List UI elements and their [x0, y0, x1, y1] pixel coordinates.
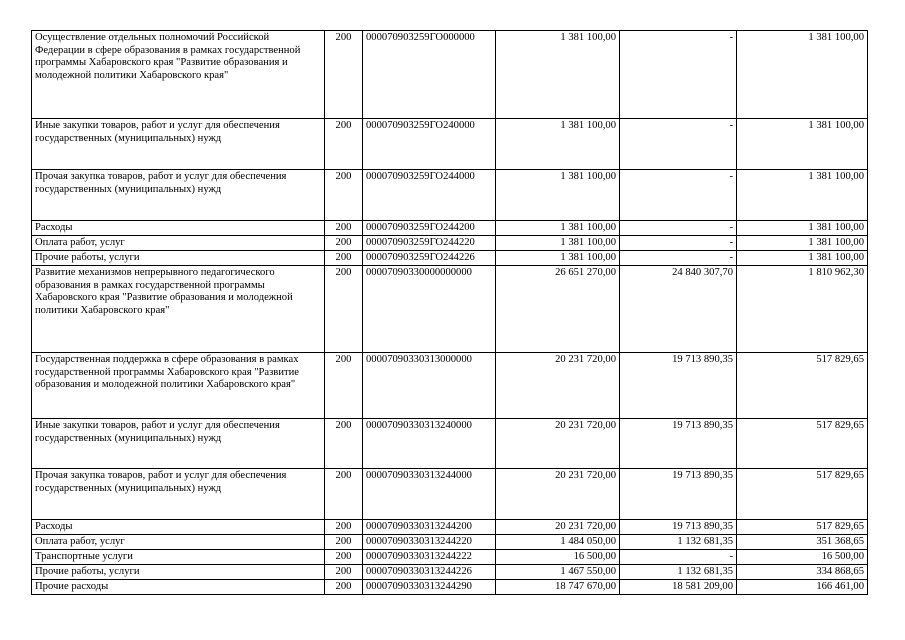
row-kbk-cell: 000070903259ГО000000: [363, 31, 496, 119]
row-remaining-cell: 1 381 100,00: [737, 236, 868, 251]
row-approved-cell: 16 500,00: [496, 550, 620, 565]
row-name-cell: Прочие работы, услуги: [32, 565, 325, 580]
row-code-cell: 200: [325, 535, 363, 550]
table-row: [32, 236, 868, 251]
row-remaining-cell: 334 868,65: [737, 565, 868, 580]
row-executed-cell: 1 132 681,35: [620, 535, 737, 550]
row-code-cell: 200: [325, 266, 363, 353]
row-name-cell: Развитие механизмов непрерывного педагогического образования в рамках государственной программы Хабаровского края "Развитие образования и молодежной политики Хабаровского края": [32, 266, 325, 353]
row-code-cell: 200: [325, 419, 363, 469]
row-executed-cell: 18 581 209,00: [620, 580, 737, 595]
row-kbk-cell: 00007090330313240000: [363, 419, 496, 469]
row-approved-cell: 1 381 100,00: [496, 221, 620, 236]
row-approved-cell: 20 231 720,00: [496, 520, 620, 535]
row-approved-cell: 20 231 720,00: [496, 419, 620, 469]
row-approved-cell: 20 231 720,00: [496, 353, 620, 419]
row-executed-cell: -: [620, 221, 737, 236]
row-kbk-cell: 000070903259ГО244000: [363, 170, 496, 221]
row-kbk-cell: 00007090330313244290: [363, 580, 496, 595]
row-executed-cell: 19 713 890,35: [620, 469, 737, 520]
table-row: [32, 119, 868, 170]
row-name-cell: Осуществление отдельных полномочий Российской Федерации в сфере образования в рамках государственной программы Хабаровского края "Развитие образования и молодежной политики Хабаровского края": [32, 31, 325, 119]
row-approved-cell: 1 381 100,00: [496, 31, 620, 119]
row-remaining-cell: 517 829,65: [737, 469, 868, 520]
row-executed-cell: -: [620, 31, 737, 119]
row-approved-cell: 1 381 100,00: [496, 119, 620, 170]
row-executed-cell: 1 132 681,35: [620, 565, 737, 580]
row-remaining-cell: 1 381 100,00: [737, 31, 868, 119]
table-row: [32, 251, 868, 266]
row-approved-cell: 1 381 100,00: [496, 251, 620, 266]
row-kbk-cell: 00007090330000000000: [363, 266, 496, 353]
row-code-cell: 200: [325, 236, 363, 251]
row-remaining-cell: 1 381 100,00: [737, 221, 868, 236]
row-kbk-cell: 000070903259ГО240000: [363, 119, 496, 170]
row-code-cell: 200: [325, 251, 363, 266]
row-remaining-cell: 351 368,65: [737, 535, 868, 550]
row-approved-cell: 18 747 670,00: [496, 580, 620, 595]
row-code-cell: 200: [325, 170, 363, 221]
row-kbk-cell: 000070903259ГО244200: [363, 221, 496, 236]
row-executed-cell: -: [620, 170, 737, 221]
row-kbk-cell: 00007090330313244226: [363, 565, 496, 580]
row-executed-cell: 19 713 890,35: [620, 419, 737, 469]
row-executed-cell: -: [620, 119, 737, 170]
table-row: [32, 31, 868, 119]
row-remaining-cell: 1 381 100,00: [737, 119, 868, 170]
table-row: [32, 221, 868, 236]
row-name-cell: Государственная поддержка в сфере образования в рамках государственной программы Хабаровского края "Развитие образования и молодежной политики Хабаровского края": [32, 353, 325, 419]
row-remaining-cell: 517 829,65: [737, 419, 868, 469]
table-row: [32, 535, 868, 550]
row-code-cell: 200: [325, 469, 363, 520]
row-remaining-cell: 166 461,00: [737, 580, 868, 595]
table-row: [32, 170, 868, 221]
row-remaining-cell: 517 829,65: [737, 353, 868, 419]
row-executed-cell: 19 713 890,35: [620, 520, 737, 535]
row-name-cell: Прочая закупка товаров, работ и услуг для обеспечения государственных (муниципальных) нужд: [32, 170, 325, 221]
row-code-cell: 200: [325, 31, 363, 119]
row-name-cell: Расходы: [32, 520, 325, 535]
row-kbk-cell: 00007090330313244220: [363, 535, 496, 550]
row-kbk-cell: 000070903259ГО244220: [363, 236, 496, 251]
row-code-cell: 200: [325, 353, 363, 419]
row-approved-cell: 1 381 100,00: [496, 236, 620, 251]
row-code-cell: 200: [325, 580, 363, 595]
table-row: [32, 580, 868, 595]
budget-execution-table: [31, 30, 868, 595]
row-kbk-cell: 00007090330313244000: [363, 469, 496, 520]
row-executed-cell: -: [620, 550, 737, 565]
row-code-cell: 200: [325, 565, 363, 580]
row-name-cell: Транспортные услуги: [32, 550, 325, 565]
row-approved-cell: 1 467 550,00: [496, 565, 620, 580]
row-remaining-cell: 1 381 100,00: [737, 170, 868, 221]
row-name-cell: Оплата работ, услуг: [32, 535, 325, 550]
row-code-cell: 200: [325, 550, 363, 565]
row-remaining-cell: 1 810 962,30: [737, 266, 868, 353]
table-row: [32, 353, 868, 419]
row-name-cell: Расходы: [32, 221, 325, 236]
row-kbk-cell: 000070903259ГО244226: [363, 251, 496, 266]
row-kbk-cell: 00007090330313244200: [363, 520, 496, 535]
row-approved-cell: 20 231 720,00: [496, 469, 620, 520]
row-approved-cell: 26 651 270,00: [496, 266, 620, 353]
row-name-cell: Иные закупки товаров, работ и услуг для обеспечения государственных (муниципальных) нужд: [32, 119, 325, 170]
row-kbk-cell: 00007090330313000000: [363, 353, 496, 419]
row-remaining-cell: 517 829,65: [737, 520, 868, 535]
row-name-cell: Оплата работ, услуг: [32, 236, 325, 251]
row-code-cell: 200: [325, 520, 363, 535]
row-approved-cell: 1 381 100,00: [496, 170, 620, 221]
table-row: [32, 520, 868, 535]
row-name-cell: Иные закупки товаров, работ и услуг для обеспечения государственных (муниципальных) нужд: [32, 419, 325, 469]
table-row: [32, 266, 868, 353]
row-executed-cell: 19 713 890,35: [620, 353, 737, 419]
row-approved-cell: 1 484 050,00: [496, 535, 620, 550]
row-code-cell: 200: [325, 119, 363, 170]
row-remaining-cell: 16 500,00: [737, 550, 868, 565]
table-row: [32, 419, 868, 469]
table-row: [32, 469, 868, 520]
table-row: [32, 565, 868, 580]
row-kbk-cell: 00007090330313244222: [363, 550, 496, 565]
row-name-cell: Прочие работы, услуги: [32, 251, 325, 266]
row-code-cell: 200: [325, 221, 363, 236]
row-executed-cell: -: [620, 236, 737, 251]
row-executed-cell: 24 840 307,70: [620, 266, 737, 353]
row-executed-cell: -: [620, 251, 737, 266]
row-name-cell: Прочая закупка товаров, работ и услуг для обеспечения государственных (муниципальных) нужд: [32, 469, 325, 520]
row-remaining-cell: 1 381 100,00: [737, 251, 868, 266]
table-row: [32, 550, 868, 565]
row-name-cell: Прочие расходы: [32, 580, 325, 595]
